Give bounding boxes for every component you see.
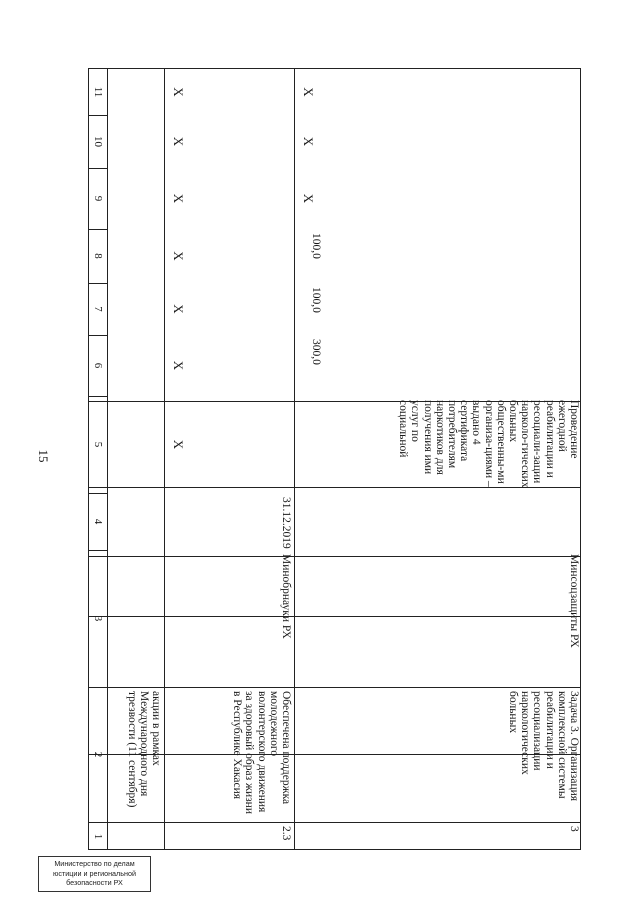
header-cell (89, 168, 107, 229)
value-text: 100,0 (310, 287, 322, 313)
value-cell (294, 283, 324, 335)
header-cell (89, 493, 107, 550)
value-text: 300,0 (310, 339, 322, 365)
executor-text: Минсоцзащиты РХ (568, 554, 580, 648)
result-text: Проведение ежегодной реабилитации и ресоциали-зации нарколо-гических больных общественны-ми организа-циями – выдано 4 сертификата потребителям наркотиков для получения ими услуг по социальной (397, 400, 580, 488)
value-text: Х (171, 193, 187, 204)
header-label: 8 (92, 253, 105, 259)
header-label: 11 (92, 86, 105, 98)
value-cell (164, 168, 192, 229)
value-cell (294, 229, 324, 283)
result-text: Х (171, 439, 187, 450)
header-cell (89, 69, 107, 115)
value-text: Х (301, 193, 317, 204)
header-cell (89, 822, 107, 851)
header-cell (89, 396, 107, 493)
row-number-cell (294, 822, 582, 851)
header-cell (89, 229, 107, 283)
header-cell (89, 335, 107, 396)
stamp-line: Министерство по делам (54, 859, 135, 868)
value-text: 100,0 (310, 233, 322, 259)
stamp-line: безопасности РХ (66, 878, 123, 888)
header-label: 4 (92, 518, 105, 525)
activity-text: Обеспечена поддержка молодежного волонтерского движения за здоровый образ жизни в Республике Хакасия (231, 691, 292, 814)
row-number: 2.3 (280, 826, 292, 841)
header-label: 7 (92, 306, 105, 312)
result-cell (294, 396, 582, 493)
value-cell (294, 69, 322, 115)
stamp-line: юстиции и региональной (53, 868, 136, 878)
header-label: 1 (92, 833, 105, 840)
value-text: Х (171, 136, 187, 147)
executor-cell (164, 550, 294, 687)
deadline-cell (164, 493, 294, 550)
activity-text: Задача 3. Организация комплексной системы реабилитации и ресоциализации наркологических больных (506, 691, 580, 802)
deadline-text: 31.12.2019 (280, 497, 292, 549)
data-table (88, 68, 581, 850)
header-label: 3 (92, 615, 105, 622)
value-cell (294, 168, 322, 229)
value-text: Х (171, 87, 187, 97)
header-cell (89, 115, 107, 168)
value-cell (164, 229, 192, 283)
result-cell (164, 396, 192, 493)
page-number: 15 (36, 449, 51, 463)
header-cell (89, 687, 107, 822)
header-label: 2 (92, 751, 105, 758)
value-cell (294, 115, 322, 168)
header-label: 5 (92, 441, 105, 448)
header-cell (89, 283, 107, 335)
value-cell (164, 115, 192, 168)
value-text: Х (171, 360, 187, 371)
executor-text: Минобрнауки РХ (280, 554, 292, 639)
value-cell (164, 69, 192, 115)
activity-text: акции в рамках Международного дня трезвости (11 сентября) (125, 691, 162, 808)
row-number: 3 (568, 826, 580, 832)
ministry-stamp (38, 856, 151, 892)
value-text: Х (171, 304, 187, 314)
activity-cell (164, 687, 294, 822)
value-cell (164, 283, 192, 335)
header-label: 10 (92, 136, 105, 147)
header-cell (89, 550, 107, 687)
value-cell (294, 335, 324, 396)
header-label: 9 (92, 195, 105, 202)
value-text: Х (171, 251, 187, 261)
value-cell (164, 335, 192, 396)
executor-cell (294, 550, 582, 687)
table-row-continuation (107, 687, 164, 822)
activity-cell (294, 687, 582, 822)
value-text: Х (301, 136, 317, 147)
value-text: Х (301, 87, 317, 97)
header-label: 6 (92, 362, 105, 369)
row-number-cell (164, 822, 294, 851)
